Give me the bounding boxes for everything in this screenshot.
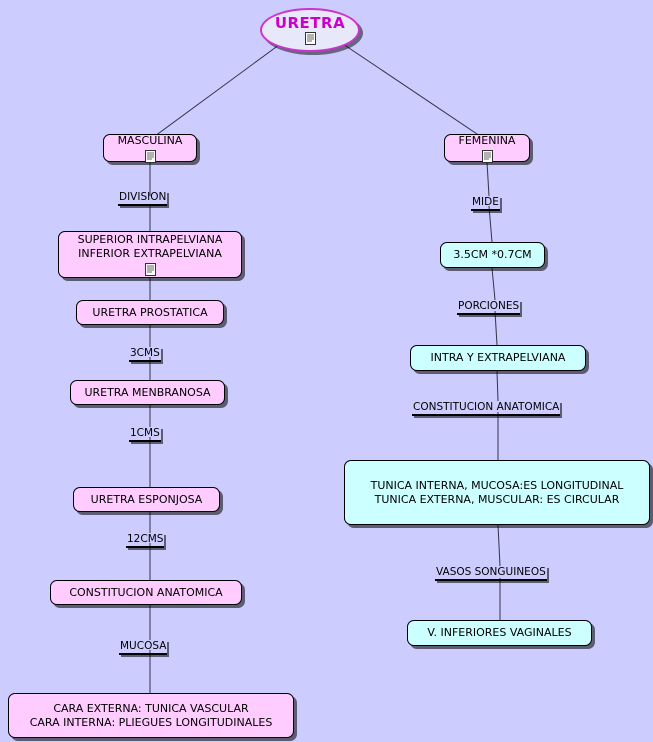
- node-venas-inferiores-vaginales[interactable]: [407, 620, 592, 646]
- edge-label-1cms: 1CMS: [129, 427, 161, 442]
- node-tunica-line2: TUNICA EXTERNA, MUSCULAR: ES CIRCULAR: [374, 492, 620, 506]
- root-node-uretra[interactable]: [260, 8, 360, 52]
- edge-label-division: DIVISION: [118, 191, 167, 206]
- node-superior-line2: INFERIOR EXTRAPELVIANA: [78, 247, 222, 260]
- note-icon: [145, 263, 156, 276]
- node-femenina[interactable]: [444, 134, 530, 162]
- note-icon: [145, 150, 156, 163]
- node-tunica[interactable]: [344, 460, 650, 525]
- node-medida-label: 3.5CM *0.7CM: [453, 248, 532, 261]
- edge-label-12cms: 12CMS: [126, 533, 164, 548]
- edge-label-3cms: 3CMS: [129, 347, 161, 362]
- node-uretra-prostatica[interactable]: [76, 300, 224, 325]
- node-constitucion-anatomica-masculina-label: CONSTITUCION ANATOMICA: [69, 585, 223, 599]
- node-uretra-menbranosa-label: URETRA MENBRANOSA: [84, 385, 211, 399]
- edge-label-constitucion-anatomica: CONSTITUCION ANATOMICA: [412, 401, 560, 416]
- node-intra-extrapelviana[interactable]: [410, 345, 586, 371]
- node-masculina[interactable]: [103, 134, 197, 162]
- edge-label-mucosa: MUCOSA: [119, 640, 167, 655]
- node-uretra-prostatica-label: URETRA PROSTATICA: [92, 305, 208, 319]
- node-femenina-label: FEMENINA: [458, 133, 516, 147]
- node-uretra-esponjosa-label: URETRA ESPONJOSA: [90, 492, 203, 506]
- node-venas-inferiores-vaginales-label: V. INFERIORES VAGINALES: [427, 626, 572, 639]
- edge-label-porciones: PORCIONES: [457, 300, 520, 315]
- node-uretra-menbranosa[interactable]: [70, 380, 225, 405]
- note-icon: [482, 150, 493, 163]
- node-cara-line2: CARA INTERNA: PLIEGUES LONGITUDINALES: [29, 715, 273, 729]
- edge-label-vasos-songuineos: VASOS SONGUINEOS: [435, 566, 547, 581]
- root-label: URETRA: [274, 13, 346, 32]
- node-cara-externa-interna[interactable]: [8, 693, 294, 738]
- edge-label-mide: MIDE: [471, 196, 500, 211]
- node-intra-extrapelviana-label: INTRA Y EXTRAPELVIANA: [430, 351, 566, 364]
- node-tunica-line1: TUNICA INTERNA, MUCOSA:ES LONGITUDINAL: [370, 478, 624, 492]
- node-constitucion-anatomica-masculina[interactable]: [50, 580, 242, 605]
- node-superior-inferior[interactable]: [58, 231, 242, 278]
- node-medida[interactable]: [440, 242, 545, 268]
- node-masculina-label: MASCULINA: [117, 133, 183, 147]
- node-superior-line1: SUPERIOR INTRAPELVIANA: [77, 233, 223, 246]
- node-uretra-esponjosa[interactable]: [73, 487, 220, 512]
- note-icon: [305, 32, 316, 45]
- node-cara-line1: CARA EXTERNA: TUNICA VASCULAR: [53, 701, 249, 715]
